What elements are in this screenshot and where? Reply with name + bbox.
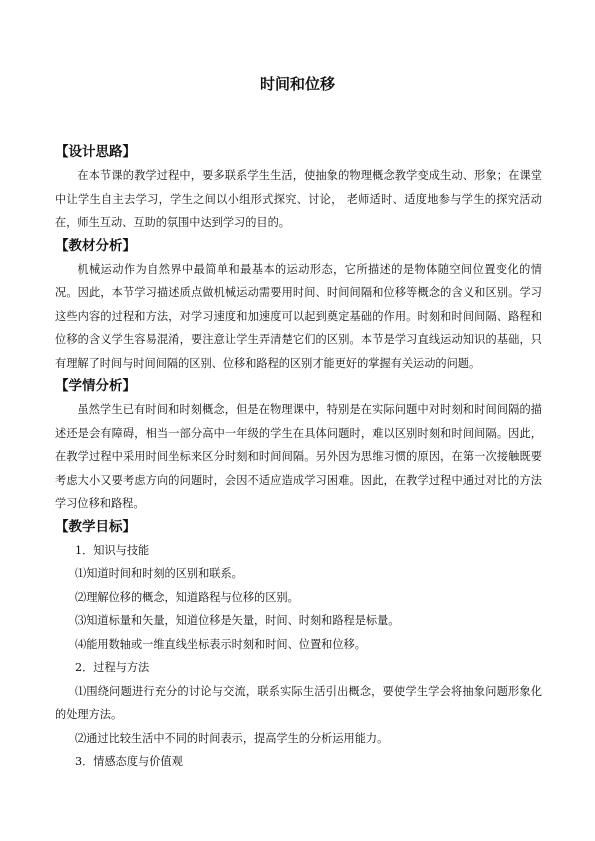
document-body bbox=[55, 141, 542, 774]
goal-group-label: 2．过程与方法 bbox=[75, 661, 150, 674]
design-paragraph: 在本节课的教学过程中，要多联系学生生活，使抽象的物理概念教学变成生动、形象；在课堂中让学生自主去学习，学生之间以小组形式探究、讨论， 老师适时、适度地参与学生的探究活动在，师生互动、互助的氛围中达到学习的目的。 bbox=[55, 169, 542, 229]
document-title: 时间和位移 bbox=[259, 75, 335, 93]
section-heading-students: 【学情分析】 bbox=[55, 378, 136, 394]
goal-item: ⑵通过比较生活中不同的时间表示，提高学生的分析运用能力。 bbox=[75, 731, 389, 745]
students-paragraph: 虽然学生已有时间和时刻概念，但是在物理课中，特别是在实际问题中对时刻和时间间隔的描述还是会有障碍，相当一部分高中一年级的学生在具体问题时，难以区别时刻和时间间隔。因此，在教学过程中采用时间坐标来区分时刻和时间间隔。另外因为思维习惯的原因，在第一次接触既要考虑大小又要考虑方向的问题时，会因不适应造成学习困难。因此，在教学过程中通过对比的方法学习位移和路程。 bbox=[55, 403, 542, 510]
material-paragraph: 机械运动作为自然界中最简单和最基本的运动形态，它所描述的是物体随空间位置变化的情况。因此，本节学习描述质点做机械运动需要用时间、时间间隔和位移等概念的含义和区别。学习这些内容的过程和方法，对学习速度和加速度可以起到奠定基础的作用。时刻和时间间隔、路程和位移的含义学生容易混淆，要注意让学生弄清楚它们的区别。本节是学习直线运动知识的基础，只有理解了时间与时间间隔的区别、位移和路程的区别才能更好的掌握有关运动的问题。 bbox=[55, 262, 542, 370]
goal-item: ⑴知道时间和时刻的区别和联系。 bbox=[75, 567, 243, 580]
section-heading-material: 【教材分析】 bbox=[55, 237, 136, 254]
section-heading-goals: 【教学目标】 bbox=[55, 518, 136, 535]
goal-item: ⑶知道标量和矢量，知道位移是矢量，时间、时刻和路程是标量。 bbox=[75, 614, 400, 627]
section-heading-design: 【设计思路】 bbox=[55, 144, 136, 160]
goal-item: ⑷能用数轴或一维直线坐标表示时刻和时间、位置和位移。 bbox=[75, 637, 366, 651]
goal-item: ⑴围绕问题进行充分的讨论与交流，联系实际生活引出概念，要使学生学会将抽象问题形象化的处理方法。 bbox=[55, 684, 542, 721]
goal-item: ⑵理解位移的概念，知道路程与位移的区别。 bbox=[75, 590, 299, 604]
goal-group-label: 1．知识与技能 bbox=[75, 543, 150, 557]
goal-group-label: 3．情感态度与价值观 bbox=[75, 755, 183, 768]
